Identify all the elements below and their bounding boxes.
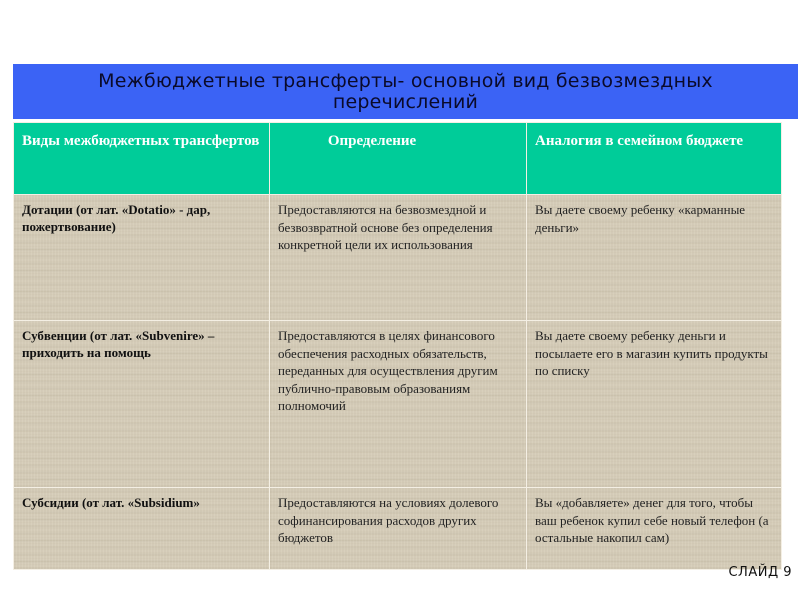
header-cell-analogy: Аналогия в семейном бюджете xyxy=(527,123,782,195)
table-row xyxy=(14,321,782,488)
cell-analogy: Вы даете своему ребенку деньги и посылаете его в магазин купить продукты по списку xyxy=(527,321,782,488)
cell-kind: Субвенции (от лат. «Subvenire» – приходить на помощь xyxy=(14,321,270,488)
cell-analogy: Вы «добавляете» денег для того, чтобы ваш ребенок купил себе новый телефон (а остальные накопил сам) xyxy=(527,488,782,570)
cell-kind: Дотации (от лат. «Dotatio» - дар, пожертвование) xyxy=(14,195,270,321)
transfers-table xyxy=(13,122,782,570)
header-cell-types: Виды межбюджетных трансфертов xyxy=(14,123,270,195)
header-cell-definition: Определение xyxy=(270,123,527,195)
cell-analogy: Вы даете своему ребенку «карманные деньги» xyxy=(527,195,782,321)
slide-number: СЛАЙД 9 xyxy=(728,565,792,580)
slide-title: Межбюджетные трансферты- основной вид безвозмездных перечислений xyxy=(98,69,713,113)
cell-definition: Предоставляются на безвозмездной и безвозвратной основе без определения конкретной цели их использования xyxy=(270,195,527,321)
table-row xyxy=(14,488,782,570)
cell-definition: Предоставляются в целях финансового обеспечения расходных обязательств, переданных для осуществления другим публично-правовым образованиям полномочий xyxy=(270,321,527,488)
title-bar xyxy=(13,64,798,119)
cell-definition: Предоставляются на условиях долевого софинансирования расходов других бюджетов xyxy=(270,488,527,570)
table-header-row xyxy=(14,123,782,195)
cell-kind: Субсидии (от лат. «Subsidium» xyxy=(14,488,270,570)
table-row xyxy=(14,195,782,321)
